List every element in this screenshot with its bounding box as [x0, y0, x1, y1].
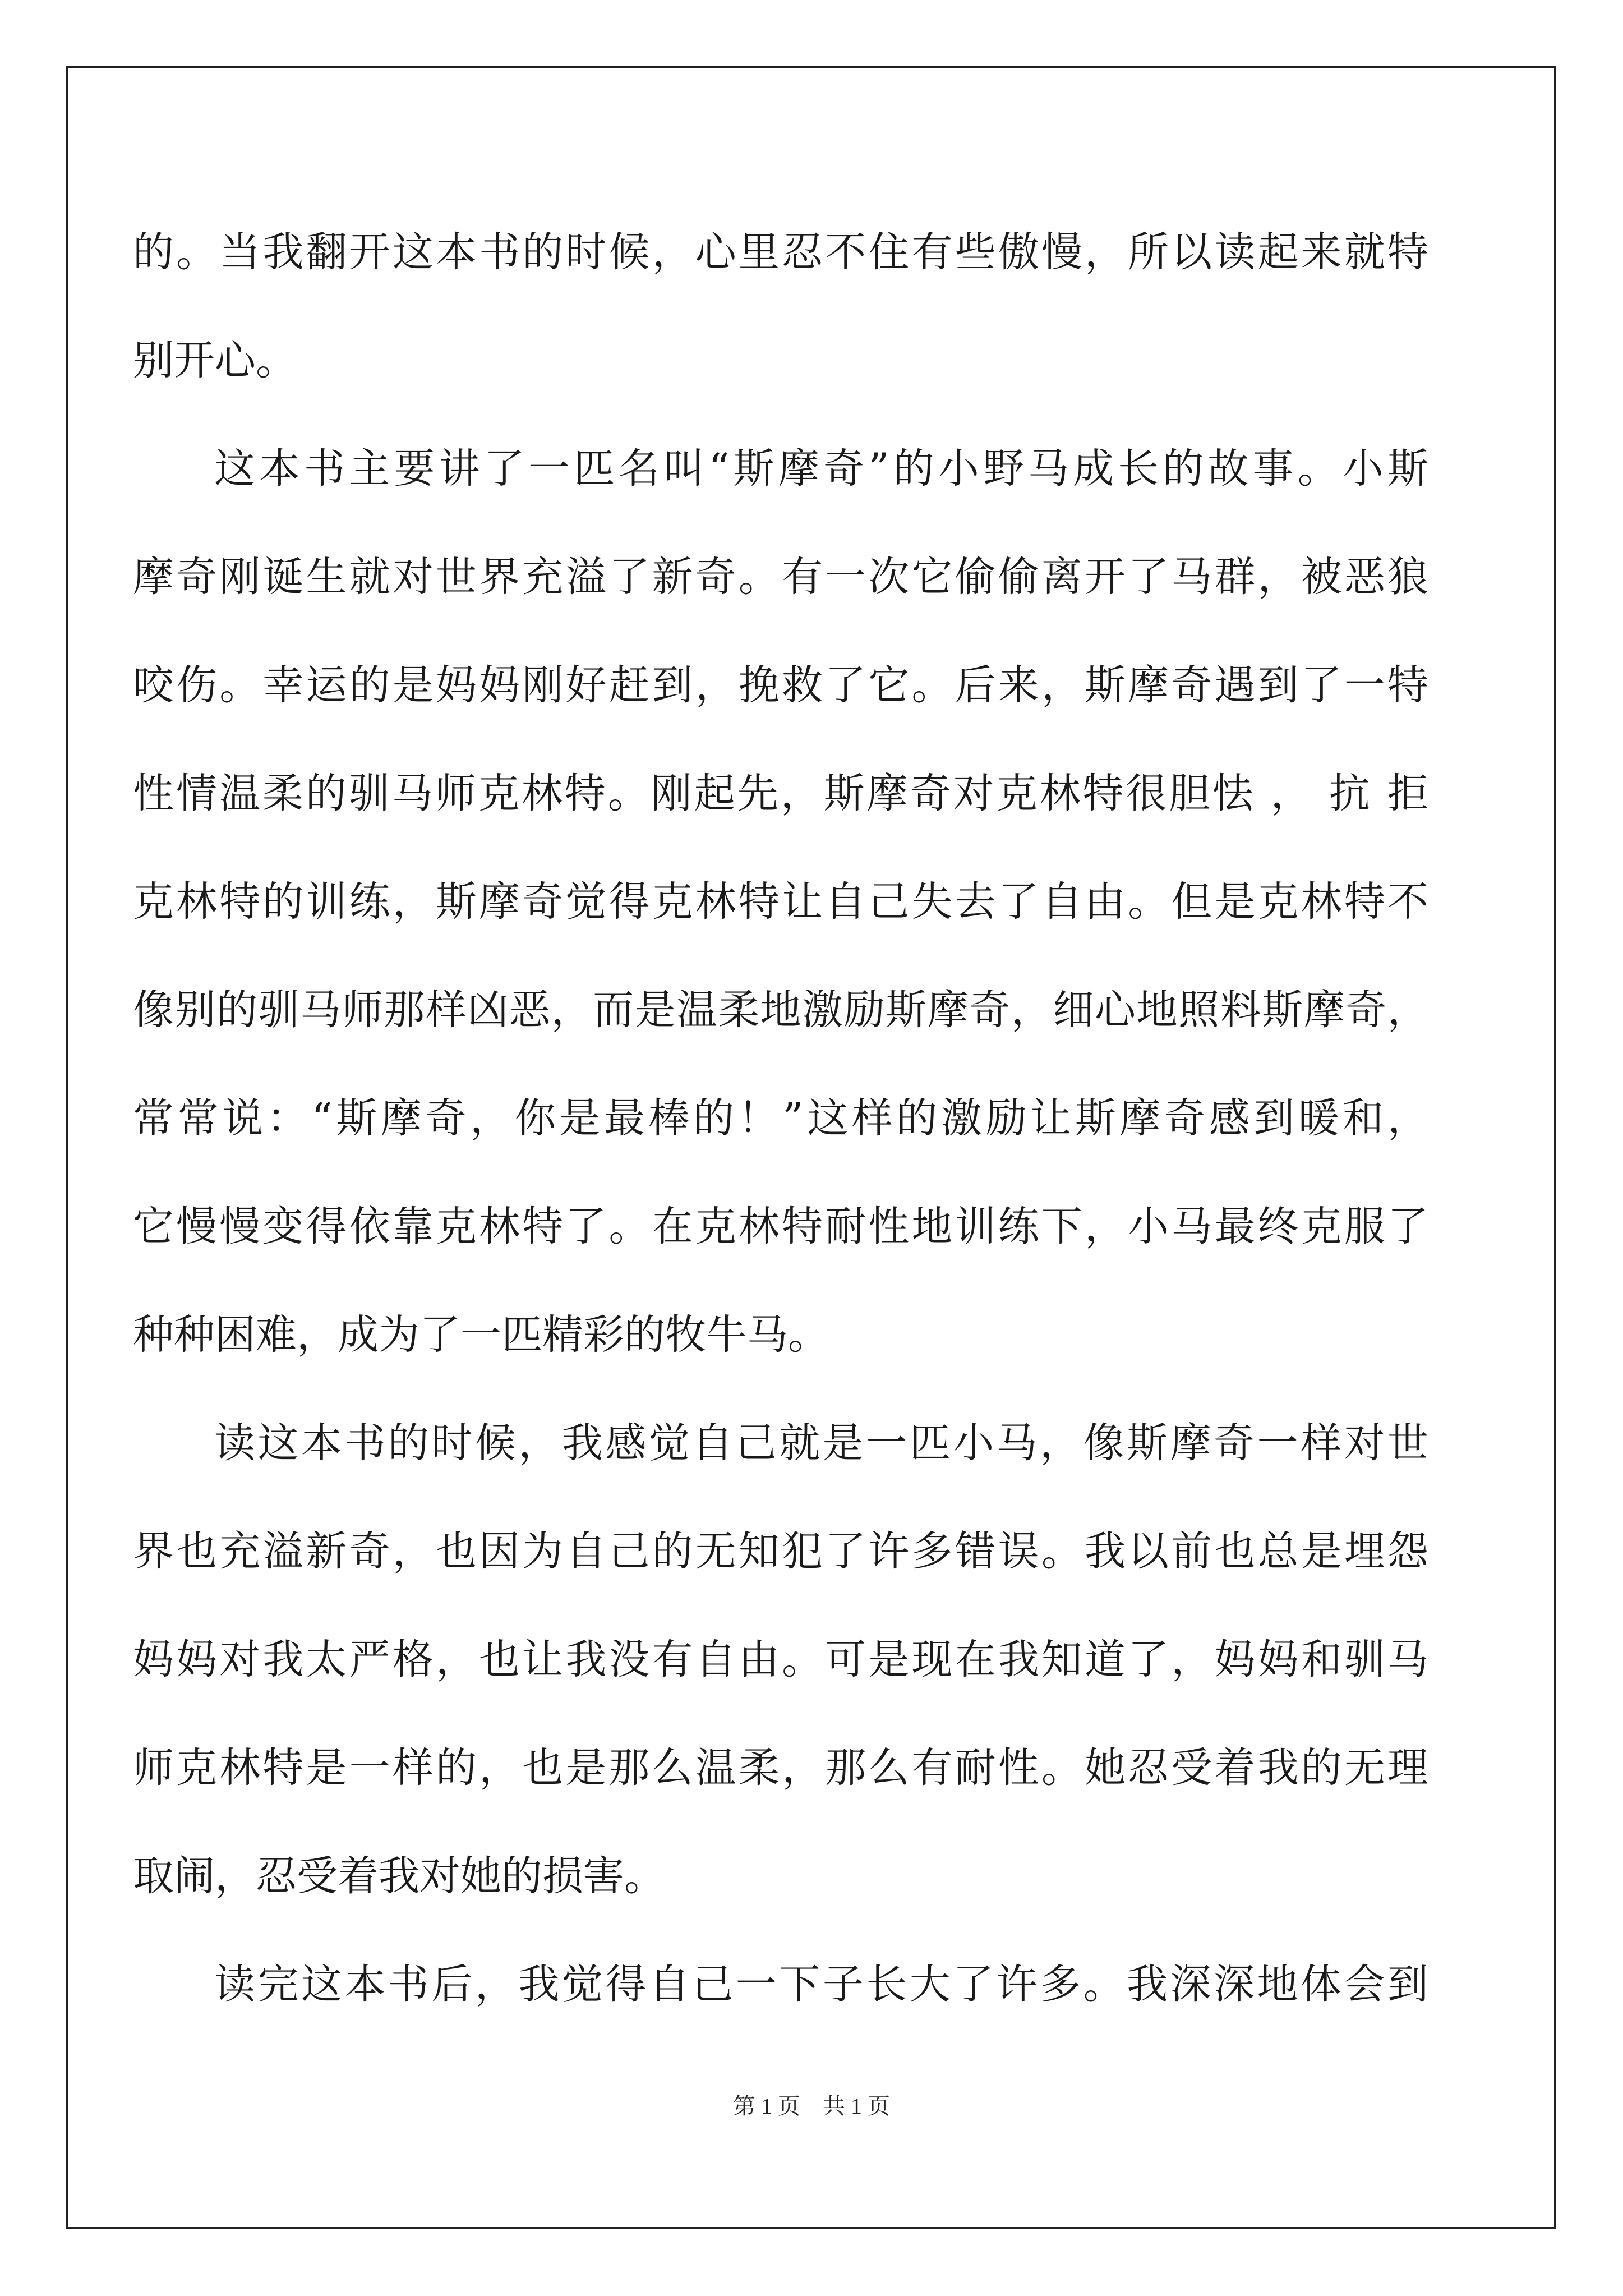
text-line: 咬伤。幸运的是妈妈刚好赶到，挽救了它。后来，斯摩奇遇到了一特	[133, 661, 1428, 709]
text-line: 妈妈对我太严格，也让我没有自由。可是现在我知道了，妈妈和驯马	[133, 1636, 1428, 1683]
text-line: 种种困难，成为了一匹精彩的牧牛马。	[133, 1311, 829, 1359]
text-line: 它慢慢变得依靠克林特了。在克林特耐性地训练下，小马最终克服了	[133, 1203, 1428, 1250]
page-footer	[0, 2090, 1623, 2123]
text-line: 别开心。	[133, 337, 297, 384]
text-line: 取闹，忍受着我对她的损害。	[133, 1852, 665, 1900]
text-line: 性情温柔的驯马师克林特。刚起先，斯摩奇对克林特很胆怯 ， 抗 拒	[133, 770, 1428, 817]
text-line: 这本书主要讲了一匹名叫“斯摩奇”的小野马成长的故事。小斯	[214, 445, 1428, 493]
text-line: 常常说：“斯摩奇，你是最棒的！”这样的激励让斯摩奇感到暖和，	[133, 1094, 1428, 1142]
page-total: 共 1 页	[823, 2093, 890, 2119]
text-line: 克林特的训练，斯摩奇觉得克林特让自己失去了自由。但是克林特不	[133, 878, 1428, 926]
text-line: 的。当我翻开这本书的时候，心里忍不住有些傲慢，所以读起来就特	[133, 228, 1428, 276]
text-line: 像别的驯马师那样凶恶，而是温柔地激励斯摩奇，细心地照料斯摩奇，	[133, 986, 1428, 1034]
text-line: 读这本书的时候，我感觉自己就是一匹小马，像斯摩奇一样对世	[214, 1419, 1428, 1467]
text-line: 师克林特是一样的，也是那么温柔，那么有耐性。她忍受着我的无理	[133, 1744, 1428, 1792]
text-line: 读完这本书后，我觉得自己一下子长大了许多。我深深地体会到	[214, 1961, 1428, 2008]
page-number: 第 1 页	[733, 2093, 800, 2119]
text-line: 界也充溢新奇，也因为自己的无知犯了许多错误。我以前也总是埋怨	[133, 1527, 1428, 1575]
text-line: 摩奇刚诞生就对世界充溢了新奇。有一次它偷偷离开了马群，被恶狼	[133, 553, 1428, 601]
